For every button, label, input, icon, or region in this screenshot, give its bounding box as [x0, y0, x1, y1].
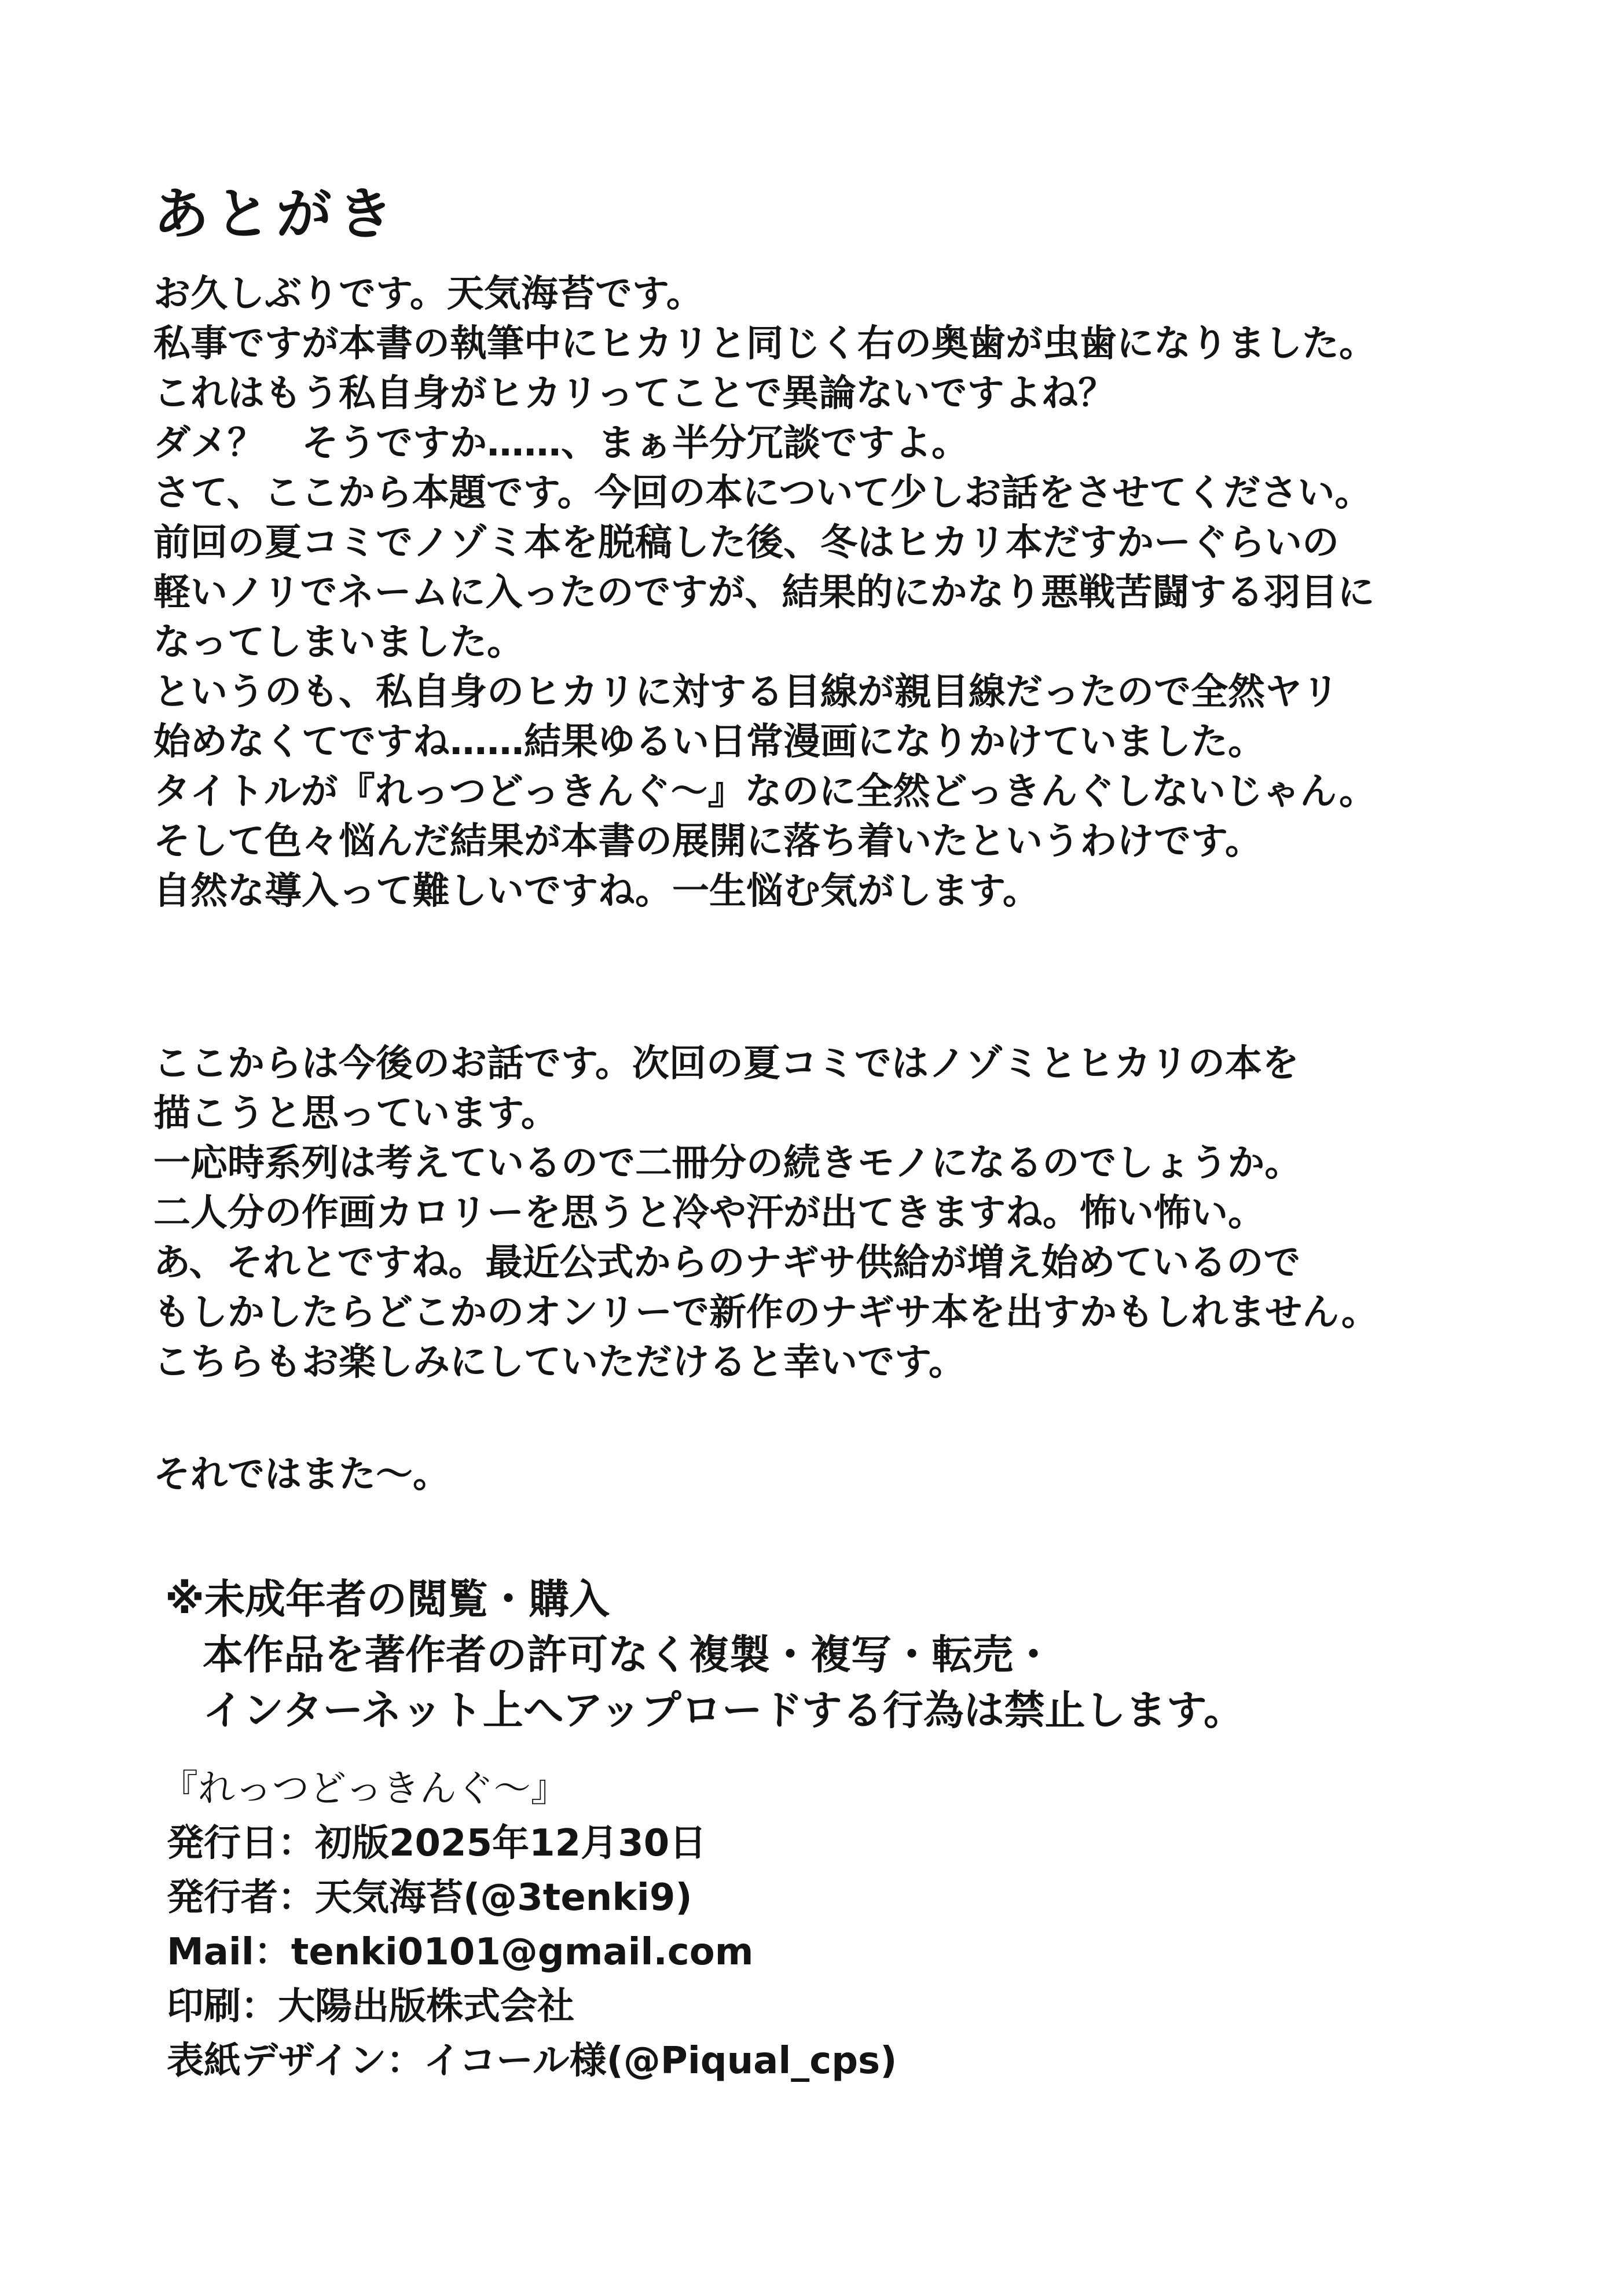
text-line: 描こうと思っています。 [153, 1092, 558, 1135]
text-line: ダメ？ そうですか……、まぁ半分冗談ですよ。 [153, 422, 969, 465]
text-line: 自然な導入って難しいですね。一生悩む気がします。 [153, 870, 1040, 913]
contact-mail: Mail：tenki0101@gmail.com [167, 1931, 754, 1974]
afterword-paragraph-2 [153, 1039, 1378, 1387]
afterword-paragraph-1 [153, 269, 1376, 916]
text-line: ここからは今後のお話です。次回の夏コミではノゾミとヒカリの本を [153, 1042, 1299, 1085]
text-line: これはもう私自身がヒカリってことで異論ないですよね？ [153, 372, 1116, 415]
text-line: そして色々悩んだ結果が本書の展開に落ち着いたというわけです。 [153, 820, 1262, 863]
copyright-notice [165, 1571, 1244, 1738]
notice-line: ※未成年者の閲覧・購入 [165, 1575, 610, 1623]
text-line: というのも、私自身のヒカリに対する目線が親目線だったので全然ヤリ [153, 671, 1339, 714]
closing-line: それではまた～。 [153, 1453, 450, 1496]
text-line: 二人分の作画カロリーを思うと冷や汗が出てきますね。怖い怖い。 [153, 1192, 1265, 1235]
text-line: タイトルが『れっつどっきんぐ～』なのに全然どっきんぐしないじゃん。 [153, 770, 1376, 813]
closing-remark [153, 1450, 450, 1500]
printer: 印刷：大陽出版株式会社 [167, 1985, 574, 2028]
text-line: こちらもお楽しみにしていただけると幸いです。 [153, 1341, 966, 1384]
text-line: あ、それとですね。最近公式からのナギサ供給が増え始めているので [153, 1241, 1301, 1284]
release-date: 発行日：初版2025年12月30日 [167, 1822, 707, 1865]
colophon [161, 1762, 897, 2088]
cover-design-credit: 表紙デザイン：イコール様(@Piqual_cps) [167, 2040, 897, 2082]
text-line: 私事ですが本書の執筆中にヒカリと同じく右の奥歯が虫歯になりました。 [153, 322, 1376, 365]
text-line: 前回の夏コミでノゾミ本を脱稿した後、冬はヒカリ本だすかーぐらいの [153, 521, 1339, 564]
page-title: あとがき [153, 182, 399, 247]
text-line: 始めなくてですね……結果ゆるい日常漫画になりかけていました。 [153, 721, 1265, 763]
notice-line: 本作品を著作者の許可なく複製・複写・転売・ [203, 1631, 1054, 1678]
publisher: 発行者：天気海苔(@3tenki9) [167, 1876, 692, 1919]
text-line: 軽いノリでネームに入ったのですが、結果的にかなり悪戦苦闘する羽目に [153, 571, 1375, 614]
text-line: お久しぶりです。天気海苔です。 [153, 273, 703, 315]
text-line: 一応時系列は考えているので二冊分の続きモノになるのでしょうか。 [153, 1142, 1302, 1185]
notice-line: インターネット上へアップロードする行為は禁止します。 [203, 1687, 1244, 1734]
text-line: なってしまいました。 [153, 621, 524, 664]
text-line: さて、ここから本題です。今回の本について少しお話をさせてください。 [153, 472, 1372, 515]
text-line: もしかしたらどこかのオンリーで新作のナギサ本を出すかもしれません。 [153, 1291, 1378, 1334]
book-title: 『れっつどっきんぐ～』 [161, 1768, 568, 1810]
